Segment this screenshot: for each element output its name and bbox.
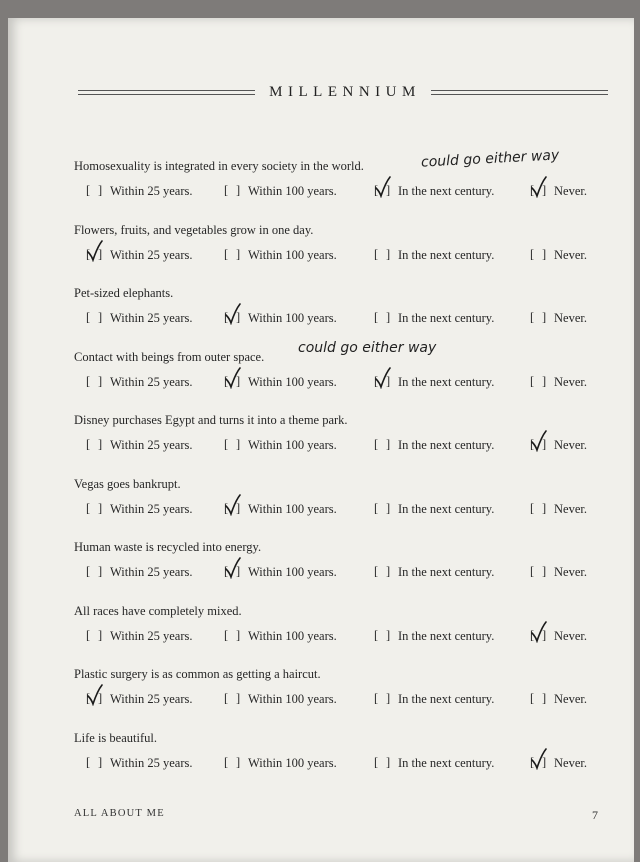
answer-option[interactable] <box>86 565 192 580</box>
checkbox[interactable] <box>530 438 548 453</box>
option-label: In the next century. <box>398 501 495 516</box>
answer-option[interactable] <box>224 375 337 390</box>
option-label: In the next century. <box>398 628 495 643</box>
handwritten-check-icon <box>531 176 545 196</box>
answer-option[interactable] <box>86 248 192 263</box>
checkbox[interactable] <box>374 184 392 199</box>
option-label: In the next century. <box>398 565 495 579</box>
answer-option[interactable] <box>86 438 192 453</box>
option-label: Within 25 years. <box>110 565 193 579</box>
option-label: Within 25 years. <box>110 247 193 262</box>
question-item <box>8 147 634 209</box>
option-label: Never. <box>554 565 587 579</box>
answer-option[interactable] <box>530 629 587 644</box>
option-label: In the next century. <box>398 184 495 198</box>
question-text: Flowers, fruits, and vegetables grow in one day. <box>74 222 314 237</box>
answer-option[interactable] <box>530 502 587 517</box>
option-label: In the next century. <box>398 755 495 770</box>
answer-option[interactable] <box>224 438 337 453</box>
page-title: MILLENNIUM <box>269 83 421 100</box>
answer-option[interactable] <box>530 756 587 771</box>
answer-option[interactable] <box>530 184 587 199</box>
question-item <box>8 540 634 590</box>
checkbox[interactable] <box>224 184 242 199</box>
option-label: Within 100 years. <box>248 438 337 452</box>
handwritten-check-icon <box>87 684 101 704</box>
handwritten-check-icon <box>225 367 239 387</box>
question-item <box>8 339 634 400</box>
option-label: In the next century. <box>398 692 495 706</box>
answer-option[interactable] <box>224 248 337 263</box>
checkbox[interactable] <box>374 438 392 453</box>
answer-option[interactable] <box>86 184 192 199</box>
question-text: Human waste is recycled into energy. <box>74 540 262 554</box>
question-item <box>8 477 634 527</box>
answer-option[interactable] <box>530 375 587 390</box>
answer-option[interactable] <box>374 629 494 644</box>
answer-option[interactable] <box>374 184 494 199</box>
checkbox[interactable] <box>224 692 242 707</box>
answer-option[interactable] <box>86 756 192 771</box>
question-item <box>8 604 634 654</box>
question-item <box>8 667 634 717</box>
question-item <box>8 731 634 781</box>
option-label: Within 100 years. <box>248 184 337 198</box>
option-label: Never. <box>554 184 587 198</box>
answer-option[interactable] <box>374 311 494 326</box>
answer-option[interactable] <box>224 756 337 771</box>
option-label: Within 100 years. <box>248 755 337 770</box>
option-label: Within 100 years. <box>248 501 337 516</box>
answer-option[interactable] <box>86 692 192 707</box>
header-rule-left <box>78 90 255 95</box>
handwritten-note: could go either way <box>420 147 560 171</box>
checkbox[interactable] <box>224 438 242 453</box>
option-label: Within 25 years. <box>110 184 193 198</box>
answer-option[interactable] <box>530 311 587 326</box>
option-label: Within 100 years. <box>248 247 337 262</box>
handwritten-check-icon <box>375 367 389 387</box>
checkbox[interactable] <box>86 629 104 644</box>
checkbox[interactable] <box>530 311 548 326</box>
page-number: 7 <box>592 808 598 822</box>
answer-option[interactable] <box>530 438 587 453</box>
question-text: All races have completely mixed. <box>74 603 242 618</box>
checkbox[interactable] <box>530 248 548 263</box>
checkbox[interactable] <box>374 629 392 644</box>
checkbox[interactable] <box>86 375 104 390</box>
answer-option[interactable] <box>374 692 494 707</box>
question-text: Life is beautiful. <box>74 730 157 745</box>
checkbox[interactable] <box>86 438 104 453</box>
question-item <box>8 286 634 336</box>
checkbox[interactable] <box>530 756 548 771</box>
checkbox[interactable] <box>374 311 392 326</box>
option-label: Never. <box>554 311 587 325</box>
checkbox[interactable] <box>86 756 104 771</box>
option-label: Within 100 years. <box>248 565 337 579</box>
checkbox[interactable] <box>530 629 548 644</box>
checkbox[interactable] <box>530 565 548 580</box>
option-label: Never. <box>554 374 587 389</box>
answer-option[interactable] <box>224 311 337 326</box>
checkbox[interactable] <box>224 311 242 326</box>
checkbox[interactable] <box>374 248 392 263</box>
question-text: Pet-sized elephants. <box>74 286 174 300</box>
handwritten-check-icon <box>531 621 545 641</box>
checkbox[interactable] <box>86 565 104 580</box>
option-label: In the next century. <box>398 374 495 389</box>
question-item <box>8 223 634 273</box>
answer-option[interactable] <box>86 375 192 390</box>
option-label: In the next century. <box>398 438 495 452</box>
checkbox[interactable] <box>224 375 242 390</box>
option-label: Within 100 years. <box>248 628 337 643</box>
answer-option[interactable] <box>374 502 494 517</box>
question-text: Disney purchases Egypt and turns it into a theme park. <box>74 413 348 427</box>
checkbox[interactable] <box>374 375 392 390</box>
checkbox[interactable] <box>224 248 242 263</box>
option-label: Within 25 years. <box>110 501 193 516</box>
option-label: Within 25 years. <box>110 438 193 452</box>
checkbox[interactable] <box>224 502 242 517</box>
checkbox[interactable] <box>86 692 104 707</box>
answer-option[interactable] <box>86 311 192 326</box>
option-label: In the next century. <box>398 311 495 325</box>
question-text: Contact with beings from outer space. <box>74 349 265 364</box>
answer-option[interactable] <box>374 565 494 580</box>
checkbox[interactable] <box>374 692 392 707</box>
checkbox[interactable] <box>224 565 242 580</box>
checkbox[interactable] <box>530 375 548 390</box>
option-label: Within 25 years. <box>110 755 193 770</box>
checkbox[interactable] <box>530 502 548 517</box>
checkbox[interactable] <box>86 184 104 199</box>
answer-option[interactable] <box>374 438 494 453</box>
answer-option[interactable] <box>224 184 337 199</box>
checkbox[interactable] <box>224 629 242 644</box>
option-label: Never. <box>554 692 587 706</box>
answer-option[interactable] <box>530 692 587 707</box>
option-label: Never. <box>554 438 587 452</box>
book-page <box>8 18 634 862</box>
checkbox[interactable] <box>530 184 548 199</box>
answer-option[interactable] <box>224 629 337 644</box>
option-label: Within 100 years. <box>248 692 337 706</box>
answer-option[interactable] <box>374 756 494 771</box>
answer-option[interactable] <box>86 502 192 517</box>
answer-option[interactable] <box>530 248 587 263</box>
answer-option[interactable] <box>374 375 494 390</box>
answer-option[interactable] <box>224 502 337 517</box>
checkbox[interactable] <box>374 756 392 771</box>
handwritten-check-icon <box>225 557 239 577</box>
option-label: Within 25 years. <box>110 628 193 643</box>
checkbox[interactable] <box>374 502 392 517</box>
option-label: Never. <box>554 247 587 262</box>
option-label: Within 100 years. <box>248 311 337 325</box>
answer-option[interactable] <box>374 248 494 263</box>
question-item <box>8 413 634 463</box>
handwritten-check-icon <box>87 240 101 260</box>
answer-option[interactable] <box>530 565 587 580</box>
handwritten-check-icon <box>531 430 545 450</box>
handwritten-check-icon <box>225 303 239 323</box>
footer-book-title: ALL ABOUT ME <box>74 808 165 819</box>
option-label: Never. <box>554 755 587 770</box>
answer-option[interactable] <box>224 565 337 580</box>
handwritten-check-icon <box>225 494 239 514</box>
option-label: Within 100 years. <box>248 374 337 389</box>
question-text: Plastic surgery is as common as getting a haircut. <box>74 667 321 681</box>
checkbox[interactable] <box>530 692 548 707</box>
checkbox[interactable] <box>86 248 104 263</box>
option-label: Within 25 years. <box>110 374 193 389</box>
header-rule-right <box>431 90 608 95</box>
checkbox[interactable] <box>224 756 242 771</box>
checkbox[interactable] <box>86 502 104 517</box>
option-label: Never. <box>554 628 587 643</box>
answer-option[interactable] <box>86 629 192 644</box>
option-label: Within 25 years. <box>110 692 193 706</box>
option-label: Never. <box>554 501 587 516</box>
question-text: Vegas goes bankrupt. <box>74 476 181 491</box>
section-header <box>78 82 608 102</box>
handwritten-check-icon <box>531 748 545 768</box>
answer-option[interactable] <box>224 692 337 707</box>
handwritten-note: could go either way <box>298 339 437 356</box>
checkbox[interactable] <box>86 311 104 326</box>
handwritten-check-icon <box>375 176 389 196</box>
checkbox[interactable] <box>374 565 392 580</box>
question-text: Homosexuality is integrated in every society in the world. <box>74 159 364 173</box>
option-label: Within 25 years. <box>110 311 193 325</box>
option-label: In the next century. <box>398 247 495 262</box>
